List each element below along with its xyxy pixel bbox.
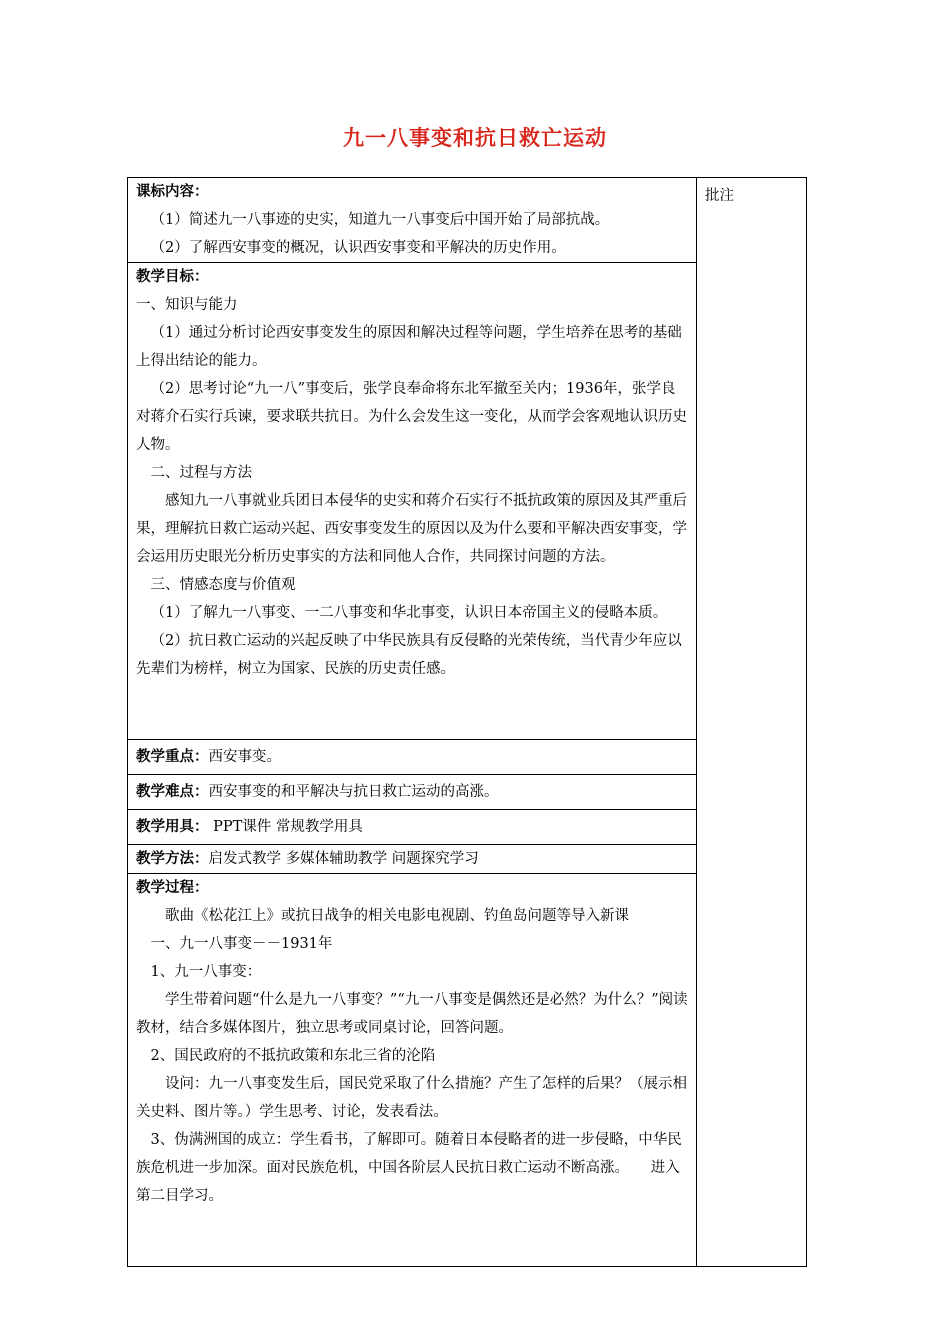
objectives-section-3-title: 三、情感态度与价值观 — [150, 577, 296, 593]
objectives-cell — [128, 263, 697, 740]
process-intro: 歌曲《松花江上》或抗日战争的相关电影电视剧、钓鱼岛问题等导入新课 — [165, 908, 629, 924]
objectives-section-2-para-1: 感知九一八事就业兵团日本侵华的史实和蒋介石实行不抵抗政策的原因及其严重后果，理解抗日救亡运动兴起、西安事变发生的原因以及为什么要和平解决西安事变，学会运用历史眼光分析历史事实的方法和同他人合作，共同探讨问题的方法。 — [136, 493, 687, 565]
objectives-section-1-para-2: （2）思考讨论“九一八”事变后，张学良奉命将东北军撤至关内；1936年，张学良对蒋介石实行兵谏，要求联共抗日。为什么会发生这一变化，从而学会客观地认识历史人物。 — [136, 381, 687, 453]
key-point-label: 教学重点： — [136, 748, 209, 765]
tools-label: 教学用具： — [136, 818, 209, 835]
process-step-3-text: 3、伪满洲国的成立：学生看书，了解即可。随着日本侵略者的进一步侵略，中华民族危机进一步加深。面对民族危机，中国各阶层人民抗日救亡运动不断高涨。 进入第二目学习。 — [136, 1132, 682, 1204]
process-step-1-text: 学生带着问题“什么是九一八事变？”“九一八事变是偶然还是必然？为什么？”阅读教材，结合多媒体图片，独立思考或同桌讨论，回答问题。 — [136, 992, 688, 1036]
standards-item-1: （1）简述九一八事迹的史实，知道九一八事变后中国开始了局部抗战。 — [150, 212, 610, 228]
lesson-plan-table — [127, 177, 807, 1267]
process-label: 教学过程： — [136, 879, 209, 896]
annotation-header: 批注 — [705, 188, 734, 204]
objectives-section-1-title: 一、知识与能力 — [136, 297, 238, 313]
standards-label: 课标内容： — [136, 183, 209, 200]
standards-item-2: （2）了解西安事变的概况，认识西安事变和平解决的历史作用。 — [150, 240, 566, 256]
annotation-column — [697, 178, 807, 1267]
methods-cell — [128, 845, 697, 874]
key-point-cell — [128, 740, 697, 775]
process-cell — [128, 874, 697, 1267]
tools-cell — [128, 810, 697, 845]
methods-text: 启发式教学 多媒体辅助教学 问题探究学习 — [208, 851, 479, 867]
document-title: 九一八事变和抗日救亡运动 — [343, 125, 607, 150]
objectives-section-3-para-1: （1）了解九一八事变、一二八事变和华北事变，认识日本帝国主义的侵略本质。 — [150, 605, 668, 621]
key-point-text: 西安事变。 — [208, 749, 281, 765]
process-part-1-title: 一、九一八事变－－1931年 — [150, 936, 333, 952]
process-step-2-text: 设问：九一八事变发生后，国民党采取了什么措施？产生了怎样的后果？（展示相关史料、图片等。）学生思考、讨论，发表看法。 — [136, 1076, 687, 1120]
difficulty-cell — [128, 775, 697, 810]
objectives-section-1-para-1: （1）通过分析讨论西安事变发生的原因和解决过程等问题，学生培养在思考的基础上得出结论的能力。 — [136, 325, 682, 369]
tools-text: PPT课件 常规教学用具 — [208, 819, 363, 835]
difficulty-label: 教学难点： — [136, 783, 209, 800]
objectives-section-2-title: 二、过程与方法 — [150, 465, 252, 481]
process-step-1-title: 1、九一八事变： — [150, 964, 262, 980]
difficulty-text: 西安事变的和平解决与抗日救亡运动的高涨。 — [208, 784, 499, 800]
objectives-label: 教学目标： — [136, 268, 209, 285]
standards-cell — [128, 178, 697, 263]
process-step-2-title: 2、国民政府的不抵抗政策和东北三省的沦陷 — [150, 1048, 436, 1064]
objectives-section-3-para-2: （2）抗日救亡运动的兴起反映了中华民族具有反侵略的光荣传统，当代青少年应以先辈们为榜样，树立为国家、民族的历史责任感。 — [136, 633, 682, 677]
methods-label: 教学方法： — [136, 850, 209, 867]
